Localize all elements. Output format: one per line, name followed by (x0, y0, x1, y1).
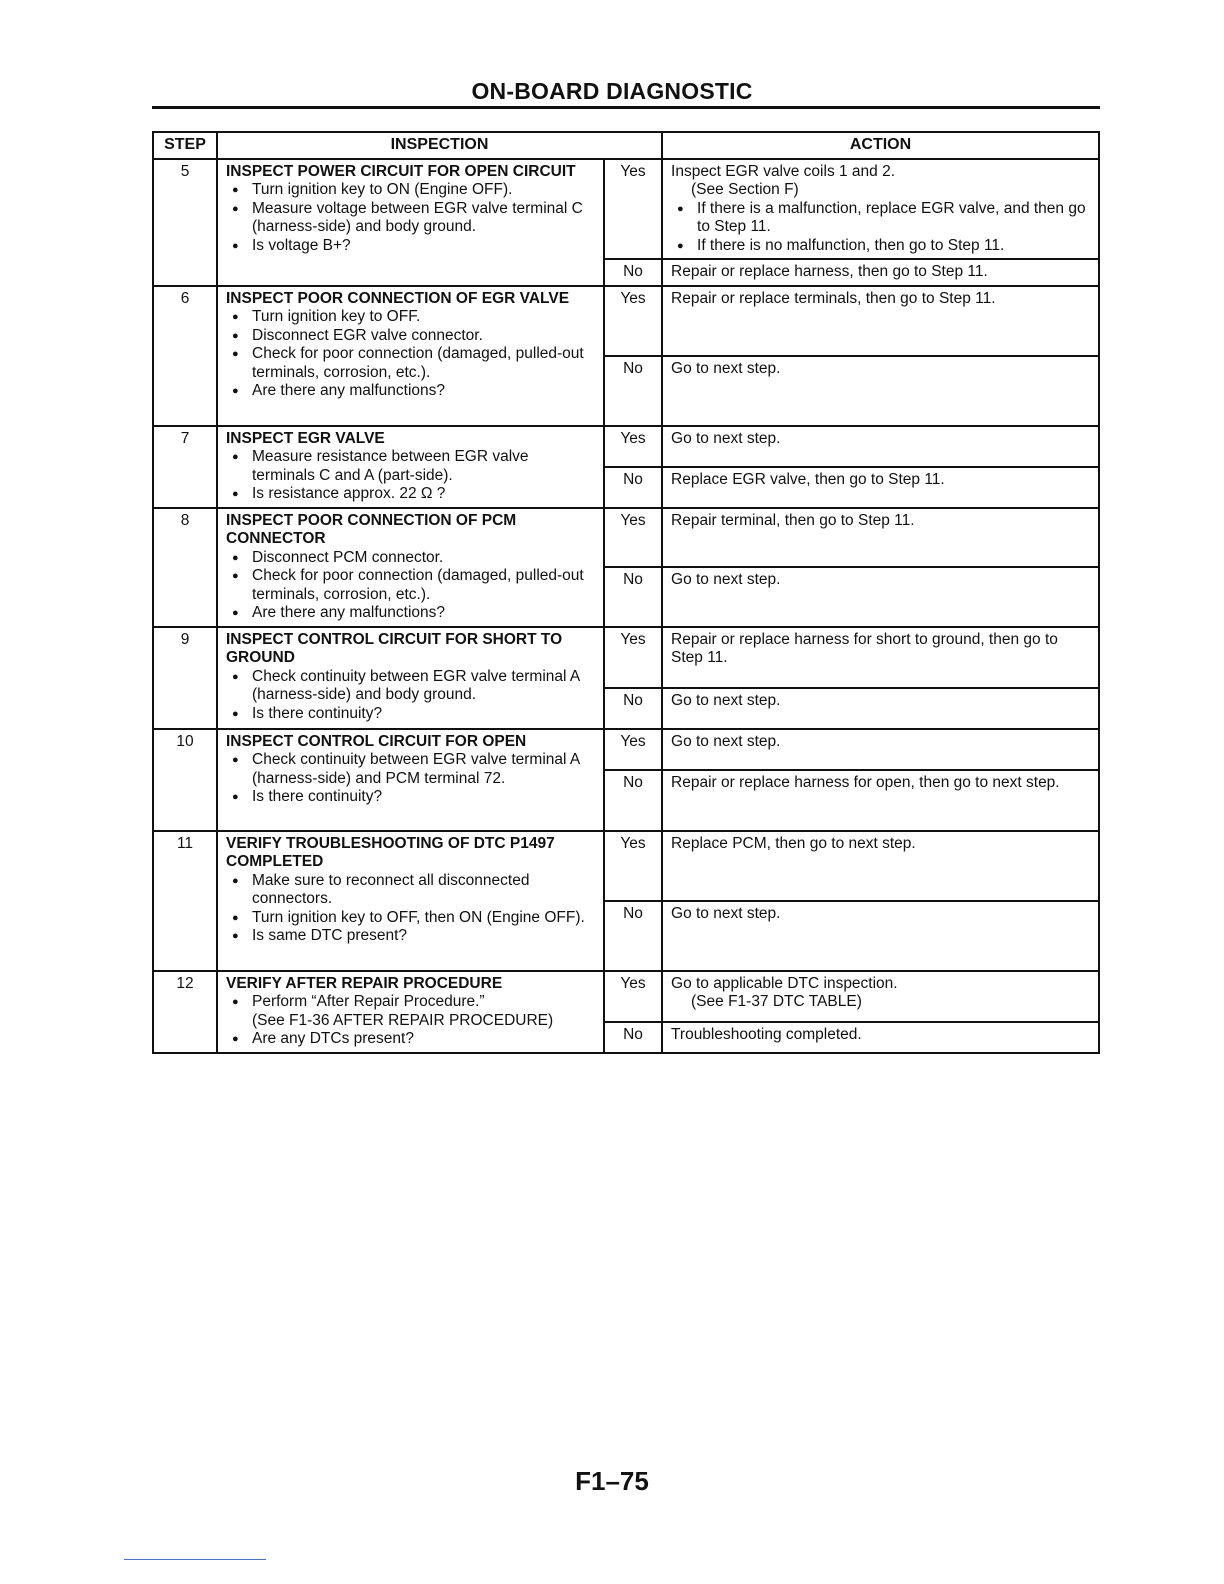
table-row (153, 729, 1099, 770)
check-item: ● Perform “After Repair Procedure.” (226, 993, 595, 1012)
action-no: Go to next step. (662, 901, 1099, 971)
action-no: Go to next step. (662, 688, 1099, 729)
inspection-cell (217, 729, 604, 831)
action-item: ● If there is a malfunction, replace EGR valve, and then go to Step 11. (671, 200, 1090, 237)
check-list (226, 993, 595, 1012)
answer-yes: Yes (604, 831, 662, 901)
answer-yes: Yes (604, 286, 662, 356)
answer-no: No (604, 356, 662, 426)
step-number: 8 (153, 508, 217, 627)
step-number: 10 (153, 729, 217, 831)
answer-no: No (604, 259, 662, 286)
check-item: ● Turn ignition key to OFF, then ON (Engine OFF). (226, 909, 595, 928)
step-number: 11 (153, 831, 217, 971)
table-header-row (153, 132, 1099, 159)
check-item: ● Is resistance approx. 22 Ω ? (226, 485, 595, 504)
check-list (226, 549, 595, 623)
inspection-cell (217, 971, 604, 1053)
check-list (226, 751, 595, 807)
check-item: ● Check continuity between EGR valve terminal A (harness-side) and body ground. (226, 668, 595, 705)
action-line: (See F1-37 DTC TABLE) (691, 993, 862, 1010)
check-list (226, 668, 595, 724)
action-yes: Go to next step. (662, 426, 1099, 467)
page-title: ON-BOARD DIAGNOSTIC (471, 78, 753, 104)
column-header-action: ACTION (662, 132, 1099, 159)
column-header-step: STEP (153, 132, 217, 159)
step-number: 6 (153, 286, 217, 426)
step-number: 9 (153, 627, 217, 729)
answer-no: No (604, 901, 662, 971)
check-list (226, 872, 595, 946)
action-no: Replace EGR valve, then go to Step 11. (662, 467, 1099, 508)
action-item: ● If there is no malfunction, then go to Step 11. (671, 237, 1090, 256)
step-number: 7 (153, 426, 217, 508)
answer-yes: Yes (604, 627, 662, 688)
answer-no: No (604, 1022, 662, 1052)
inspection-cell (217, 831, 604, 971)
check-item: ● Make sure to reconnect all disconnected connectors. (226, 872, 595, 909)
check-item: ● Turn ignition key to ON (Engine OFF). (226, 181, 595, 200)
check-list (226, 448, 595, 504)
diagnostic-table (152, 131, 1100, 1054)
answer-yes: Yes (604, 971, 662, 1023)
inspection-cell (217, 426, 604, 508)
answer-no: No (604, 770, 662, 831)
step-number: 12 (153, 971, 217, 1053)
inspection-title: INSPECT POOR CONNECTION OF EGR VALVE (226, 289, 570, 307)
step-number: 5 (153, 159, 217, 286)
answer-yes: Yes (604, 159, 662, 260)
inspection-cell (217, 286, 604, 426)
table-row (153, 831, 1099, 901)
table-row (153, 508, 1099, 568)
answer-yes: Yes (604, 729, 662, 770)
action-yes (662, 971, 1099, 1023)
answer-no: No (604, 688, 662, 729)
table-row (153, 426, 1099, 467)
check-item: ● Disconnect PCM connector. (226, 549, 595, 568)
check-item: ● Check for poor connection (damaged, pulled-out terminals, corrosion, etc.). (226, 567, 595, 604)
check-item: ● Check for poor connection (damaged, pulled-out terminals, corrosion, etc.). (226, 345, 595, 382)
action-yes: Repair terminal, then go to Step 11. (662, 508, 1099, 568)
check-item: ● Are there any malfunctions? (226, 604, 595, 623)
check-item: ● Is there continuity? (226, 705, 595, 724)
action-yes (662, 159, 1099, 260)
check-item: ● Measure voltage between EGR valve terminal C (harness-side) and body ground. (226, 200, 595, 237)
check-item: ● Check continuity between EGR valve terminal A (harness-side) and PCM terminal 72. (226, 751, 595, 788)
footer-link-underline (124, 1559, 266, 1560)
check-list (226, 181, 595, 255)
check-item: ● Disconnect EGR valve connector. (226, 327, 595, 346)
inspection-cell (217, 159, 604, 286)
action-no: Repair or replace harness, then go to Step 11. (662, 259, 1099, 286)
action-yes: Go to next step. (662, 729, 1099, 770)
page-number: F1–75 (575, 1466, 649, 1496)
inspection-cell (217, 508, 604, 627)
action-no: Go to next step. (662, 567, 1099, 627)
check-item: ● Measure resistance between EGR valve terminals C and A (part-side). (226, 448, 595, 485)
action-line: Inspect EGR valve coils 1 and 2. (671, 162, 896, 180)
check-item: ● Is same DTC present? (226, 927, 595, 946)
table-row (153, 286, 1099, 356)
action-no: Troubleshooting completed. (662, 1022, 1099, 1052)
check-list (226, 308, 595, 401)
answer-yes: Yes (604, 508, 662, 568)
inspection-title: INSPECT CONTROL CIRCUIT FOR OPEN (226, 732, 527, 750)
action-no: Repair or replace harness for open, then go to next step. (662, 770, 1099, 831)
table-row (153, 971, 1099, 1023)
action-line: Go to applicable DTC inspection. (671, 974, 898, 992)
table-row (153, 159, 1099, 260)
inspection-title: VERIFY AFTER REPAIR PROCEDURE (226, 974, 503, 992)
action-yes: Repair or replace harness for short to ground, then go to Step 11. (662, 627, 1099, 688)
action-yes: Replace PCM, then go to next step. (662, 831, 1099, 901)
column-header-inspection: INSPECTION (217, 132, 662, 159)
check-item: ● Turn ignition key to OFF. (226, 308, 595, 327)
check-item: ● Is voltage B+? (226, 237, 595, 256)
check-item: ● Are there any malfunctions? (226, 382, 595, 401)
action-yes: Repair or replace terminals, then go to Step 11. (662, 286, 1099, 356)
check-list (226, 1030, 595, 1049)
inspection-title: INSPECT POWER CIRCUIT FOR OPEN CIRCUIT (226, 162, 576, 180)
inspection-cell (217, 627, 604, 729)
inspection-title: INSPECT POOR CONNECTION OF PCM CONNECTOR (226, 511, 517, 547)
table-row (153, 627, 1099, 688)
action-no: Go to next step. (662, 356, 1099, 426)
answer-no: No (604, 567, 662, 627)
answer-no: No (604, 467, 662, 508)
inspection-title: VERIFY TROUBLESHOOTING OF DTC P1497 COMPLETED (226, 834, 555, 870)
check-item: ● Are any DTCs present? (226, 1030, 595, 1049)
reference-note: (See F1-36 AFTER REPAIR PROCEDURE) (252, 1011, 554, 1029)
answer-yes: Yes (604, 426, 662, 467)
title-rule (152, 106, 1100, 109)
inspection-title: INSPECT CONTROL CIRCUIT FOR SHORT TO GROUND (226, 630, 563, 666)
action-line: (See Section F) (691, 181, 799, 198)
inspection-title: INSPECT EGR VALVE (226, 429, 385, 447)
action-list (671, 200, 1090, 256)
check-item: ● Is there continuity? (226, 788, 595, 807)
